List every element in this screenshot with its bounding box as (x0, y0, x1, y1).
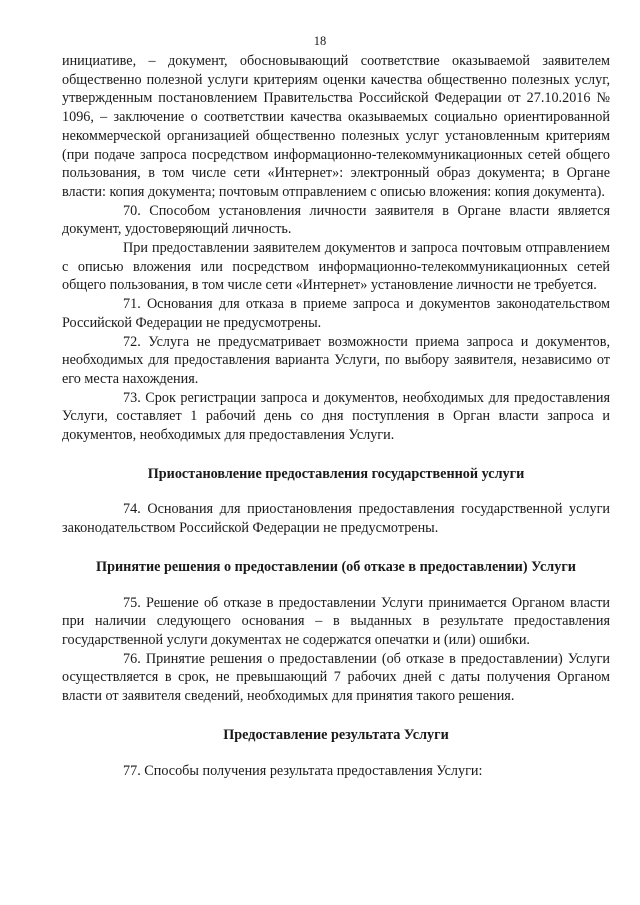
section-heading-result: Предоставление результата Услуги (223, 726, 449, 743)
paragraph-74: 74. Основания для приостановления предоставления государственной услуги законодательством Российской Федерации не предусмотрены. (62, 501, 610, 537)
section-heading-suspension: Приостановление предоставления государственной услуги (147, 465, 525, 482)
paragraph-70: 70. Способом установления личности заявителя в Органе власти является документ, удостоверяющий личность. (62, 202, 610, 238)
paragraph-71: 71. Основания для отказа в приеме запроса и документов законодательством Российской Федерации не предусмотрены. (62, 296, 610, 331)
section-heading-decision: Принятие решения о предоставлении (об отказе в предоставлении) Услуги (96, 558, 576, 575)
paragraph-73: 73. Срок регистрации запроса и документов, необходимых для предоставления Услуги, составляет 1 рабочий день со дня поступления в Орган власти запроса и документов, необходимых для предоставления Услуги. (62, 389, 610, 444)
paragraph-76: 76. Принятие решения о предоставлении (об отказе в предоставлении) Услуги осуществляется в срок, не превышающий 7 рабочих дней с даты получения Органом власти от заявителя сведений, необходимых для принятия такого решения. (62, 650, 610, 705)
paragraph-continuation: инициативе, – документ, обосновывающий соответствие оказываемой заявителем общественно полезной услуги критериям оценки качества общественно полезных услуг, утвержденным постановлением Правительства Российской Федерации от 27.10.2016 № 1096, – заключение о соответствии качества оказываемых социально ориентированной некоммерческой организацией общественно полезных услуг установленным критериям (при подаче запроса посредством информационно-телекоммуникационных сетей общего пользования, в том числе сети «Интернет»: электронный образ документа; в Органе власти: копия документа; почтовым отправлением с описью вложения: копия документа). (62, 53, 610, 200)
paragraph-75: 75. Решение об отказе в предоставлении Услуги принимается Органом власти при наличии следующего основания – в выданных в результате предоставления государственной услуги документах не содержатся опечатки и (или) ошибки. (62, 594, 610, 648)
document-body (62, 52, 610, 780)
paragraph-72: 72. Услуга не предусматривает возможности приема запроса и документов, необходимых для предоставления варианта Услуги, по выбору заявителя, независимо от его места нахождения. (62, 333, 610, 387)
page-number: 18 (313, 34, 327, 48)
paragraph-77: 77. Способы получения результата предоставления Услуги: (123, 762, 483, 779)
paragraph-70-continued: При предоставлении заявителем документов и запроса почтовым отправлением с описью вложения или посредством информационно-телекоммуникационных сетей общего пользования, в том числе сети «Интернет» установление личности не требуется. (62, 240, 610, 294)
